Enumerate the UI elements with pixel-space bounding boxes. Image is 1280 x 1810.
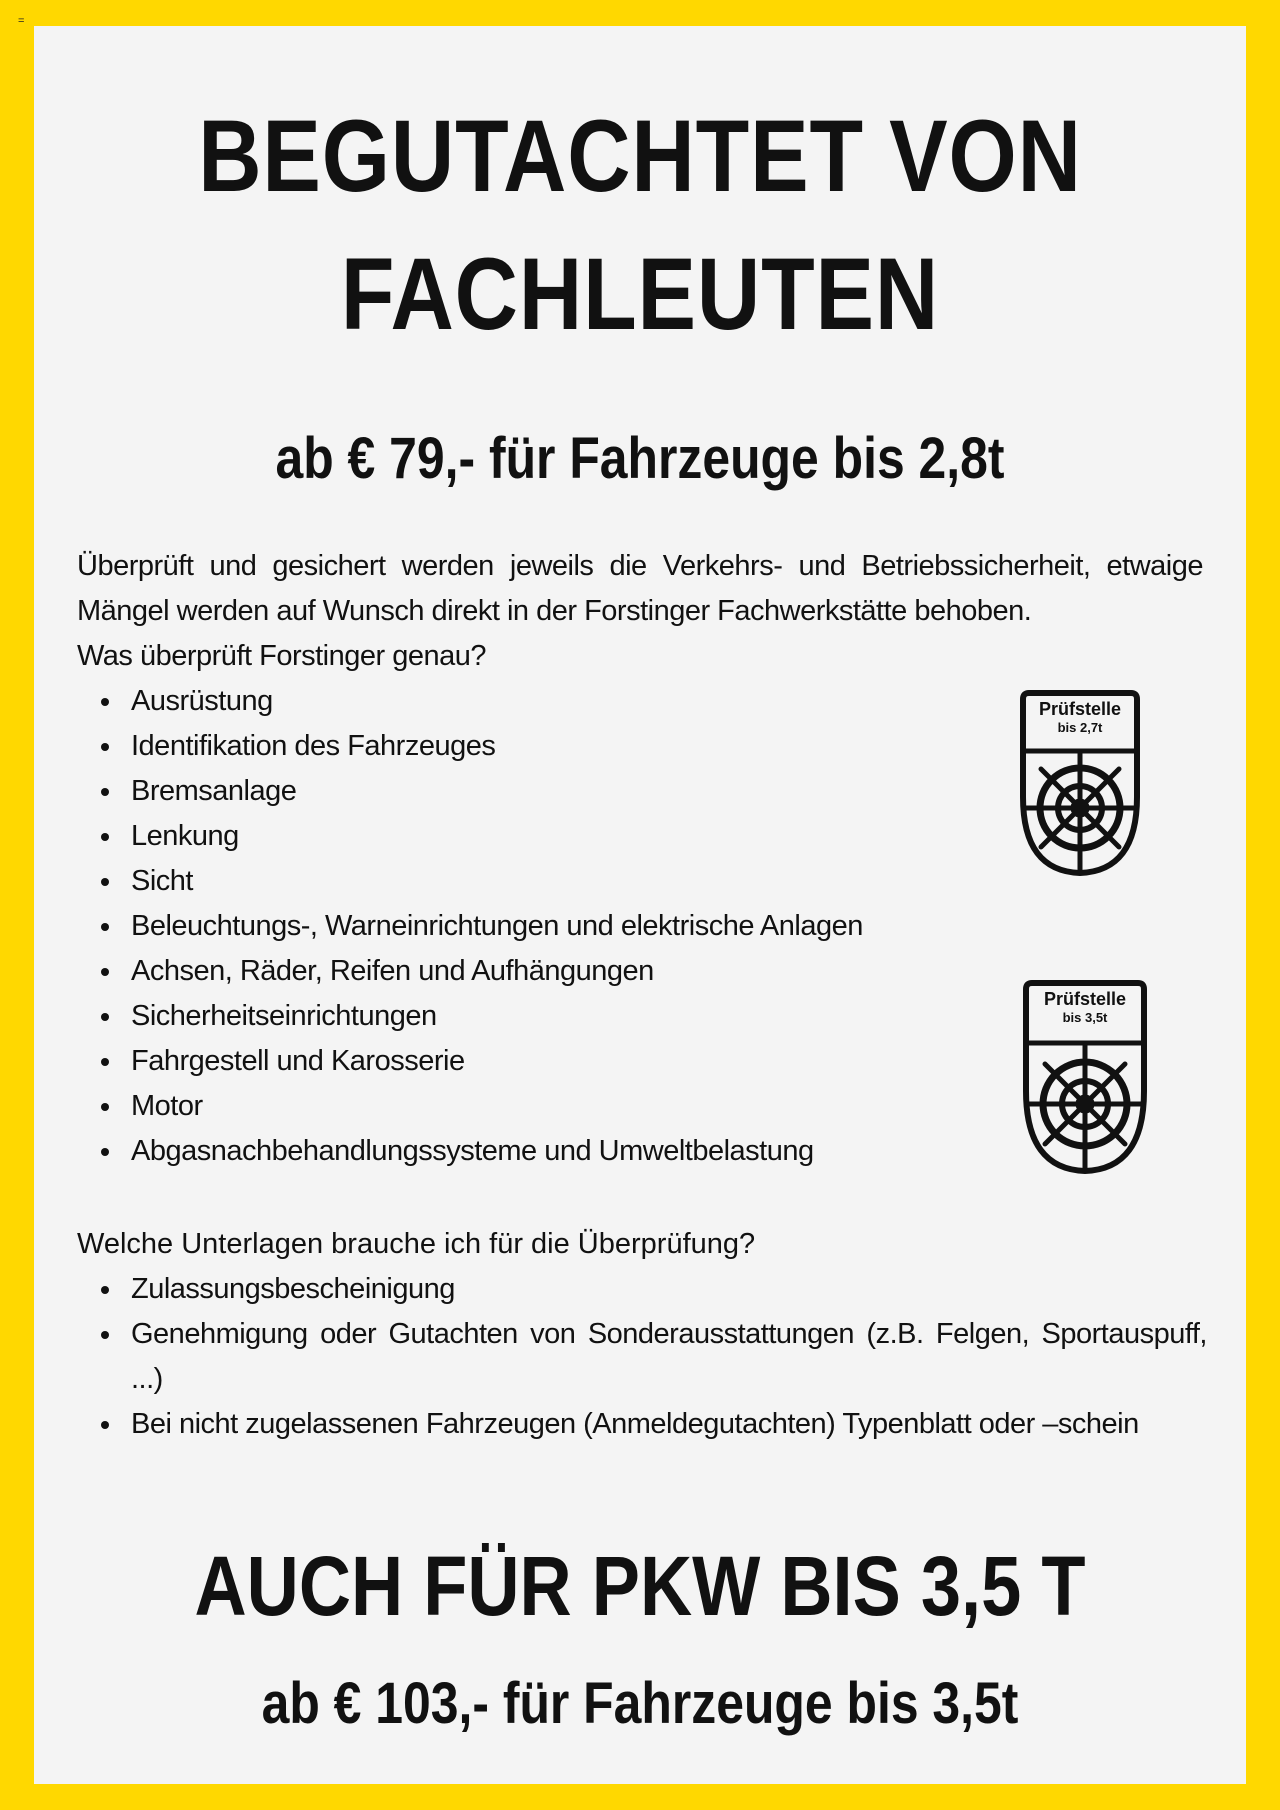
bullet-icon [101,923,109,931]
bullet-icon [101,743,109,751]
list-item-text: Bremsanlage [131,775,297,807]
list-item-text: Fahrgestell und Karosserie [131,1045,465,1077]
badge-title: Prüfstelle [1043,989,1127,1009]
badge-title: Prüfstelle [1038,699,1122,719]
list-item [77,904,1207,949]
list-item-text: Lenkung [131,820,239,852]
list-item-text: Identifikation des Fahrzeuges [131,730,496,762]
list-item [77,1402,1207,1447]
list-item-text: Achsen, Räder, Reifen und Aufhängungen [131,955,654,987]
price-heavy-vehicles: ab € 103,- für Fahrzeuge bis 3,5t [261,1671,1019,1736]
documents-question: Welche Unterlagen brauche ich für die Überprüfung? [77,1228,756,1260]
list-item-text: Sicherheitseinrichtungen [131,1000,437,1032]
flyer-sheet [34,26,1246,1784]
corner-mark: = [18,15,25,27]
documents-list [77,1267,1207,1447]
bullet-icon [101,1013,109,1021]
bullet-icon [101,1058,109,1066]
bullet-icon [101,1148,109,1156]
list-item-text: Sicht [131,865,193,897]
heavy-vehicle-note: AUCH FÜR PKW BIS 3,5 T [194,1539,1086,1633]
list-item-text: Abgasnachbehandlungssysteme und Umweltbelastung [131,1135,814,1167]
list-item [77,1267,1207,1312]
list-item-text: Ausrüstung [131,685,273,717]
headline-line-1: BEGUTACHTET VON [198,99,1082,213]
pruefstelle-badge-2-7t [1009,687,1151,879]
list-item-text: Zulassungsbescheinigung [131,1273,455,1305]
bullet-icon [101,878,109,886]
check-question: Was überprüft Forstinger genau? [77,640,486,672]
list-item [77,1312,1207,1402]
pruefstelle-badge-3-5t [1012,977,1158,1177]
price-light-vehicles: ab € 79,- für Fahrzeuge bis 2,8t [275,426,1005,491]
bullet-icon [101,1331,109,1339]
bullet-icon [101,1286,109,1294]
list-item-text: Genehmigung oder Gutachten von Sonderausstattungen (z.B. Felgen, Sportauspuff, ...) [131,1318,1207,1395]
badge-subtitle: bis 3,5t [1062,1010,1108,1025]
bullet-icon [101,1103,109,1111]
bullet-icon [101,1421,109,1429]
headline-line-2: FACHLEUTEN [340,237,940,351]
bullet-icon [101,698,109,706]
list-item-text: Bei nicht zugelassenen Fahrzeugen (Anmeldegutachten) Typenblatt oder –schein [131,1408,1139,1440]
list-item-text: Motor [131,1090,203,1122]
bullet-icon [101,788,109,796]
intro-paragraph: Überprüft und gesichert werden jeweils die Verkehrs- und Betriebssicherheit, etwaige Mängel werden auf Wunsch direkt in der Forstinger Fachwerkstätte behoben. [77,550,1203,627]
list-item-text: Beleuchtungs-, Warneinrichtungen und elektrische Anlagen [131,910,863,942]
badge-subtitle: bis 2,7t [1057,720,1103,735]
intro-section [77,544,1203,679]
bullet-icon [101,833,109,841]
bullet-icon [101,968,109,976]
